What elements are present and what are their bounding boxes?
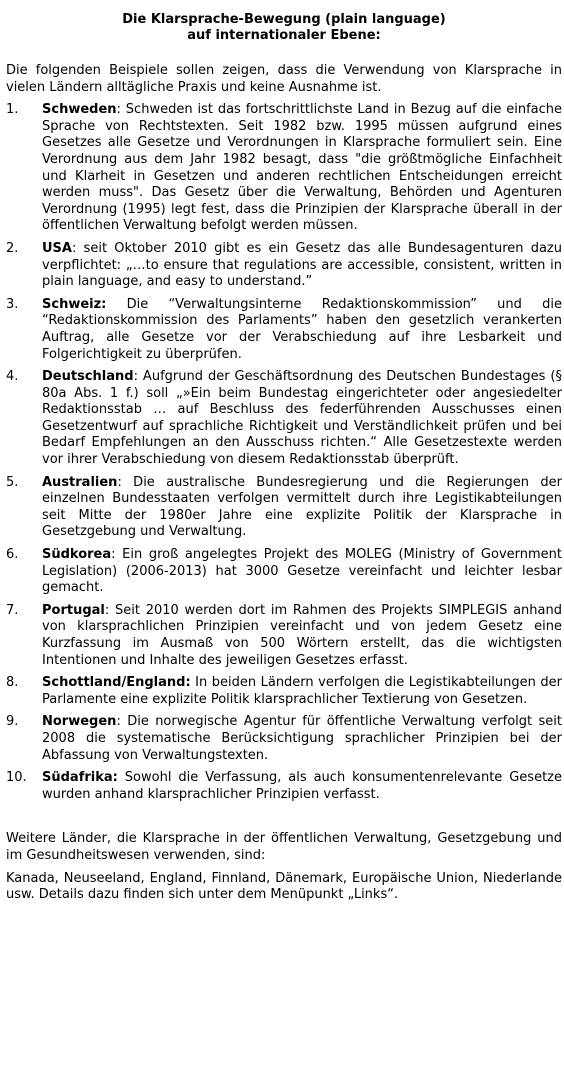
- outro-paragraph: Weitere Länder, die Klarsprache in der öffentlichen Verwaltung, Gesetzgebung und im Gesundheitswesen verwenden, sind:: [6, 831, 562, 863]
- list-item-body: [42, 547, 562, 597]
- country-name: USA: [42, 240, 72, 256]
- list-item-number: 2.: [6, 240, 19, 256]
- list-item-body: [42, 770, 562, 803]
- country-name: Schottland/England:: [42, 675, 191, 691]
- list-item-body: [42, 241, 562, 291]
- country-list: [6, 102, 562, 803]
- title-line-1: Die Klarsprache-Bewegung (plain language): [122, 12, 446, 27]
- countries-paragraph: Kanada, Neuseeland, England, Finnland, Dänemark, Europäische Union, Niederlande usw. Details dazu finden sich unter dem Menüpunkt „Links“.: [6, 870, 562, 903]
- list-item: [6, 675, 562, 708]
- list-item: [6, 369, 562, 469]
- country-name: Südafrika:: [42, 770, 118, 786]
- page-title: [6, 12, 562, 43]
- country-description: : seit Oktober 2010 gibt es ein Gesetz das alle Bundesagenturen dazu verpflichtet: „…to ensure that regulations are accessible, consistent, written in plain language, and easy to understand.”: [42, 240, 562, 290]
- list-item-body: [42, 475, 562, 541]
- list-item-body: [42, 297, 562, 363]
- list-item-body: [42, 369, 562, 469]
- list-item-number: 4.: [6, 369, 19, 385]
- country-description: In beiden Ländern verfolgen die Legistikabteilungen der Parlamente eine explizite Politik klarsprachlicher Textierung von Gesetzen.: [42, 675, 562, 707]
- country-name: Norwegen: [42, 714, 117, 730]
- list-item-number: 7.: [6, 602, 19, 618]
- list-item: [6, 770, 562, 803]
- country-description: : Aufgrund der Geschäftsordnung des Deutschen Bundestages (§ 80a Abs. 1 f.) soll „»Ein beim Bundestag eingerichteter oder angesiedelter Redaktionsstab … auf Beschluss des federführenden Ausschusses einen Gesetzentwurf auf sprachliche Richtigkeit und Verständlichkeit prüfen und bei Bedarf Empfehlungen an den Ausschuss richten.“ Alle Gesetzestexte werden vor ihrer Verabschiedung von diesem Redaktionsstab überprüft.: [42, 369, 562, 468]
- country-description: : Schweden ist das fortschrittlichste Land in Bezug auf die einfache Sprache von Rechtstexten. Seit 1982 bzw. 1995 müssen aufgrund eines Gesetzes alle Gesetze und Verordnungen in Klarsprache formuliert sein. Eine Verordnung aus dem Jahr 1982 besagt, dass "die größtmögliche Einfachheit und Klarheit in Gesetzen und anderen rechtlichen Entscheidungen erreicht werden muss". Das Gesetz über die Verwaltung, Behörden und Agenturen Verordnung (1995) legt fest, dass die Prinzipien der Klarsprache überall in der öffentlichen Verwaltung befolgt werden müssen.: [42, 102, 562, 234]
- list-item-number: 5.: [6, 474, 19, 490]
- country-description: : Die australische Bundesregierung und die Regierungen der einzelnen Bundesstaaten verfolgen vermittelt durch ihre Legistikabteilungen seit Mitte der 1980er Jahre eine explizite Politik der Klarsprache in Gesetzgebung und Verwaltung.: [42, 474, 562, 540]
- list-item: [6, 547, 562, 597]
- country-description: : Ein groß angelegtes Projekt des MOLEG (Ministry of Government Legislation) (2006-2013) hat 3000 Gesetze vereinfacht und leichter lesbar gemacht.: [42, 547, 562, 596]
- country-name: Schweiz:: [42, 296, 107, 312]
- country-description: Die “Verwaltungsinterne Redaktionskommission” und die “Redaktionskommission des Parlaments” haben den gesetzlich verankerten Auftrag, alle Gesetze vor der Verabschiedung auf ihre Lesbarkeit und Folgerichtigkeit zu überprüfen.: [42, 296, 562, 362]
- list-item-body: [42, 102, 562, 235]
- list-item: [6, 297, 562, 363]
- country-name: Portugal: [42, 602, 105, 618]
- country-name: Deutschland: [42, 369, 134, 385]
- country-description: : Seit 2010 werden dort im Rahmen des Projekts SIMPLEGIS anhand von klarsprachlichen Prinzipien vereinfacht und von jedem Gesetz eine Kurzfassung im Ausmaß von 500 Wörtern erstellt, das die wichtigsten Intentionen und Inhalte des jeweiligen Gesetzes erfasst.: [42, 602, 562, 668]
- list-item-body: [42, 603, 562, 669]
- list-item-number: 3.: [6, 296, 19, 312]
- list-item: [6, 714, 562, 764]
- list-item-number: 10.: [6, 770, 27, 786]
- list-item-number: 1.: [6, 102, 19, 118]
- country-description: : Die norwegische Agentur für öffentliche Verwaltung verfolgt seit 2008 die systematische Berücksichtigung sprachlicher Prinzipien bei der Abfassung von Verwaltungstexten.: [42, 714, 562, 763]
- list-item: [6, 475, 562, 541]
- list-item-number: 6.: [6, 547, 19, 563]
- list-item: [6, 102, 562, 235]
- list-item-body: [42, 675, 562, 708]
- list-item: [6, 603, 562, 669]
- country-name: Schweden: [42, 102, 117, 118]
- intro-paragraph: Die folgenden Beispiele sollen zeigen, dass die Verwendung von Klarsprache in vielen Ländern alltägliche Praxis und keine Ausnahme ist.: [6, 63, 562, 95]
- country-name: Australien: [42, 474, 118, 490]
- list-item-number: 8.: [6, 675, 19, 691]
- list-item-body: [42, 714, 562, 764]
- list-item: [6, 241, 562, 291]
- list-item-number: 9.: [6, 714, 19, 730]
- country-name: Südkorea: [42, 547, 112, 563]
- country-description: Sowohl die Verfassung, als auch konsumentenrelevante Gesetze wurden anhand klarsprachlicher Prinzipien verfasst.: [42, 770, 562, 802]
- title-line-2: auf internationaler Ebene:: [187, 27, 381, 43]
